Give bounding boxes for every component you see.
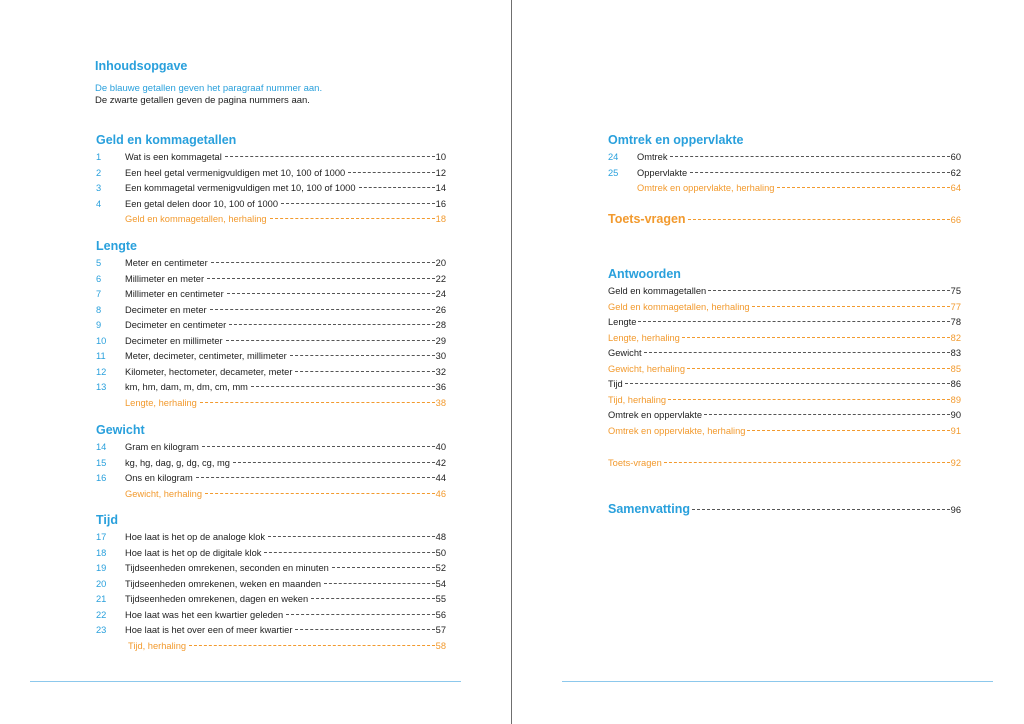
page-number: 60 [950, 152, 961, 162]
right-page [512, 0, 1024, 724]
page-number: 78 [950, 317, 961, 327]
dot-leader [264, 552, 434, 553]
dot-leader [752, 306, 950, 307]
toc-review-row[interactable] [96, 639, 446, 655]
page-number: 26 [435, 304, 446, 315]
paragraph-number: 13 [96, 382, 107, 393]
page-number: 46 [435, 488, 446, 499]
dot-leader [286, 614, 435, 615]
toc-row[interactable] [96, 440, 446, 456]
dot-leader [189, 645, 435, 646]
toc-row[interactable] [608, 166, 961, 182]
dot-leader [625, 383, 950, 384]
paragraph-number: 20 [96, 578, 107, 589]
left-page [0, 0, 511, 724]
paragraph-number: 16 [96, 473, 107, 484]
page-number: 36 [435, 382, 446, 393]
dot-leader [664, 462, 950, 463]
paragraph-number: 1 [96, 152, 102, 162]
answer-review-row[interactable] [608, 300, 961, 316]
page-number: 58 [435, 640, 446, 651]
samenvatting-row[interactable] [608, 502, 961, 516]
section-heading: Gewicht [96, 423, 145, 437]
page-number: 82 [950, 332, 961, 343]
toc-title: Oppervlakte [637, 167, 688, 178]
page-number: 40 [435, 442, 446, 452]
paragraph-number: 14 [96, 442, 107, 452]
page-number: 18 [435, 214, 446, 225]
toc-row[interactable] [96, 577, 446, 593]
toc-title: Wat is een kommagetal [125, 152, 222, 162]
toc-row[interactable] [96, 592, 446, 608]
toc-title: Gewicht, herhaling [125, 488, 202, 499]
toc-title: Decimeter en meter [125, 304, 207, 315]
dot-leader [311, 598, 435, 599]
toc-title: Gram en kilogram [125, 442, 199, 452]
footer-rule [562, 681, 993, 682]
toc-title: Hoe laat is het over een of meer kwartier [125, 625, 293, 636]
page-number: 38 [435, 397, 446, 408]
page-number: 85 [950, 363, 961, 374]
toc-title: Meter en centimeter [125, 258, 208, 268]
toc-row[interactable] [96, 349, 446, 365]
dot-leader [708, 290, 949, 291]
dot-leader [690, 172, 950, 173]
toc-title: Een getal delen door 10, 100 of 1000 [125, 198, 279, 209]
paragraph-number: 19 [96, 563, 107, 574]
answer-row[interactable] [608, 315, 961, 331]
dot-leader [281, 203, 435, 204]
paragraph-number: 6 [96, 273, 102, 284]
page-number: 12 [435, 167, 446, 178]
page-number: 56 [435, 609, 446, 620]
samenvatting-title: Samenvatting [608, 502, 690, 516]
section-heading: Lengte [96, 239, 137, 253]
section-heading: Omtrek en oppervlakte [608, 133, 744, 147]
answer-title: Lengte, herhaling [608, 332, 680, 343]
toc-title: Ons en kilogram [125, 473, 193, 484]
toc-row[interactable] [96, 334, 446, 350]
toc-title: Tijdseenheden omrekenen, weken en maanden [125, 578, 322, 589]
toc-review-row[interactable] [96, 396, 446, 412]
paragraph-number: 5 [96, 258, 102, 268]
paragraph-number: 24 [608, 152, 619, 162]
toc-title: Hoe laat is het op de analoge klok [125, 532, 266, 542]
toc-title: Decimeter en millimeter [125, 335, 223, 346]
dot-leader [332, 567, 435, 568]
dot-leader [295, 629, 434, 630]
page-number: 62 [950, 167, 961, 178]
section-heading: Tijd [96, 513, 118, 527]
page-number: 10 [435, 152, 446, 162]
page-number: 30 [435, 351, 446, 362]
page-number: 77 [950, 301, 961, 312]
page-number: 96 [950, 505, 961, 515]
section-gewicht [96, 422, 446, 502]
dot-leader [688, 219, 950, 220]
page-number: 64 [950, 183, 961, 194]
answer-title: Tijd, herhaling [608, 394, 667, 405]
answer-title: Gewicht, herhaling [608, 363, 685, 374]
answer-title: Omtrek en oppervlakte [608, 410, 703, 420]
paragraph-number: 25 [608, 167, 619, 178]
toc-row[interactable] [96, 530, 446, 546]
toc-row[interactable] [96, 546, 446, 562]
dot-leader [210, 309, 435, 310]
answer-title: Gewicht [608, 348, 642, 358]
toc-row[interactable] [96, 287, 446, 303]
dot-leader [644, 352, 950, 353]
paragraph-number: 2 [96, 167, 102, 178]
section-heading: Antwoorden [608, 267, 681, 281]
paragraph-number: 22 [96, 609, 107, 620]
page-number: 22 [435, 273, 446, 284]
toc-row[interactable] [608, 150, 961, 166]
page-number: 42 [435, 457, 446, 468]
toc-row[interactable] [96, 150, 446, 166]
toc-row[interactable] [96, 166, 446, 182]
section-lengte [96, 238, 446, 411]
toc-row[interactable] [96, 471, 446, 487]
page-number: 28 [435, 320, 446, 331]
page-number: 55 [435, 594, 446, 605]
toc-title: Tijdseenheden omrekenen, seconden en minuten [125, 563, 329, 574]
answer-title: Omtrek en oppervlakte, herhaling [608, 425, 746, 436]
dot-leader [202, 446, 435, 447]
intro-blue-note: De blauwe getallen geven het paragraaf nummer aan. [95, 83, 323, 94]
paragraph-number: 9 [96, 320, 102, 331]
toc-title: Een kommagetal vermenigvuldigen met 10, 100 of 1000 [125, 183, 356, 194]
toc-title: Decimeter en centimeter [125, 320, 227, 331]
dot-leader [668, 399, 950, 400]
paragraph-number: 17 [96, 532, 107, 542]
page-number: 16 [435, 198, 446, 209]
dot-leader [704, 414, 950, 415]
dot-leader [207, 278, 435, 279]
dot-leader [268, 536, 435, 537]
dot-leader [687, 368, 950, 369]
answer-review-row[interactable] [608, 362, 961, 378]
paragraph-number: 23 [96, 625, 107, 636]
dot-leader [348, 172, 434, 173]
dot-leader [670, 156, 949, 157]
answer-review-row[interactable] [608, 424, 961, 440]
toc-row[interactable] [96, 380, 446, 396]
toets-vragen-row[interactable] [608, 212, 961, 226]
answer-toets-row[interactable] [608, 456, 961, 472]
answer-review-row[interactable] [608, 331, 961, 347]
toc-row[interactable] [96, 256, 446, 272]
paragraph-number: 3 [96, 183, 102, 194]
paragraph-number: 10 [96, 335, 107, 346]
toc-title: Hoe laat was het een kwartier geleden [125, 609, 284, 620]
page-number: 20 [435, 258, 446, 268]
section-antwoorden [608, 266, 961, 439]
answer-title: Geld en kommagetallen [608, 286, 707, 296]
toc-title: Omtrek [637, 152, 668, 162]
toc-row[interactable] [96, 318, 446, 334]
toc-row[interactable] [96, 181, 446, 197]
page-number: 86 [950, 379, 961, 389]
toc-title: Tijdseenheden omrekenen, dagen en weken [125, 594, 309, 605]
toc-row[interactable] [96, 197, 446, 213]
dot-leader [233, 462, 435, 463]
toc-title: Een heel getal vermenigvuldigen met 10, 100 of 1000 [125, 167, 346, 178]
page-number: 54 [435, 578, 446, 589]
page-number: 14 [435, 183, 446, 194]
toc-title: Lengte, herhaling [125, 397, 197, 408]
dot-leader [270, 218, 435, 219]
section-tijd [96, 512, 446, 654]
answer-review-row[interactable] [608, 393, 961, 409]
page-number: 32 [435, 366, 446, 377]
toc-row[interactable] [96, 303, 446, 319]
paragraph-number: 8 [96, 304, 102, 315]
dot-leader [777, 187, 949, 188]
dot-leader [205, 493, 435, 494]
page-number: 57 [435, 625, 446, 636]
toc-review-row[interactable] [96, 487, 446, 503]
dot-leader [229, 324, 434, 325]
dot-leader [200, 402, 435, 403]
toc-title: km, hm, dam, m, dm, cm, mm [125, 382, 248, 393]
toc-title: Millimeter en centimeter [125, 289, 224, 300]
answer-title: Geld en kommagetallen, herhaling [608, 301, 750, 312]
footer-rule [30, 681, 461, 682]
answer-row[interactable] [608, 346, 961, 362]
dot-leader [225, 156, 435, 157]
answer-row[interactable] [608, 284, 961, 300]
toets-vragen-title: Toets-vragen [608, 212, 686, 226]
dot-leader [682, 337, 950, 338]
dot-leader [211, 262, 435, 263]
page-title: Inhoudsopgave [95, 59, 188, 73]
toc-title: Millimeter en meter [125, 273, 205, 284]
page-number: 44 [435, 473, 446, 484]
toc-row[interactable] [96, 561, 446, 577]
dot-leader [251, 386, 435, 387]
paragraph-number: 11 [96, 351, 106, 362]
dot-leader [324, 583, 435, 584]
answer-title: Toets-vragen [608, 458, 662, 468]
paragraph-number: 12 [96, 366, 107, 377]
page-number: 83 [950, 348, 961, 358]
toc-title: Tijd, herhaling [128, 640, 187, 651]
page-number: 29 [435, 335, 446, 346]
dot-leader [227, 293, 435, 294]
page-number: 92 [950, 458, 961, 468]
page-number: 24 [435, 289, 446, 300]
toc-review-row[interactable] [96, 212, 446, 228]
toc-row[interactable] [96, 272, 446, 288]
toc-title: Hoe laat is het op de digitale klok [125, 547, 262, 558]
paragraph-number: 7 [96, 289, 102, 300]
toc-row[interactable] [96, 608, 446, 624]
page-number: 89 [950, 394, 961, 405]
answer-row[interactable] [608, 377, 961, 393]
section-geld [96, 132, 446, 228]
dot-leader [226, 340, 435, 341]
page-number: 48 [435, 532, 446, 542]
paragraph-number: 4 [96, 198, 102, 209]
toc-title: Omtrek en oppervlakte, herhaling [637, 183, 775, 194]
toc-title: Meter, decimeter, centimeter, millimeter [125, 351, 287, 362]
dot-leader [747, 430, 949, 431]
toc-row[interactable] [96, 456, 446, 472]
dot-leader [196, 477, 435, 478]
dot-leader [359, 187, 435, 188]
dot-leader [290, 355, 435, 356]
section-heading: Geld en kommagetallen [96, 133, 237, 147]
page-number: 66 [950, 215, 961, 225]
page-number: 75 [950, 286, 961, 296]
toc-row[interactable] [96, 365, 446, 381]
paragraph-number: 18 [96, 547, 107, 558]
answer-title: Tijd [608, 379, 623, 389]
toc-title: kg, hg, dag, g, dg, cg, mg [125, 457, 230, 468]
toc-title: Kilometer, hectometer, decameter, meter [125, 366, 293, 377]
page-number: 52 [435, 563, 446, 574]
dot-leader [692, 509, 950, 510]
dot-leader [638, 321, 949, 322]
page-number: 91 [950, 425, 961, 436]
section-omtrek [608, 132, 961, 197]
page-number: 90 [950, 410, 961, 420]
dot-leader [295, 371, 434, 372]
toc-review-row[interactable] [608, 181, 961, 197]
intro-black-note: De zwarte getallen geven de pagina nummers aan. [95, 95, 310, 106]
paragraph-number: 21 [96, 594, 107, 605]
toc-row[interactable] [96, 623, 446, 639]
page-number: 50 [435, 547, 446, 558]
answer-title: Lengte [608, 317, 637, 327]
toc-title: Geld en kommagetallen, herhaling [125, 214, 267, 225]
paragraph-number: 15 [96, 457, 107, 468]
answer-row[interactable] [608, 408, 961, 424]
